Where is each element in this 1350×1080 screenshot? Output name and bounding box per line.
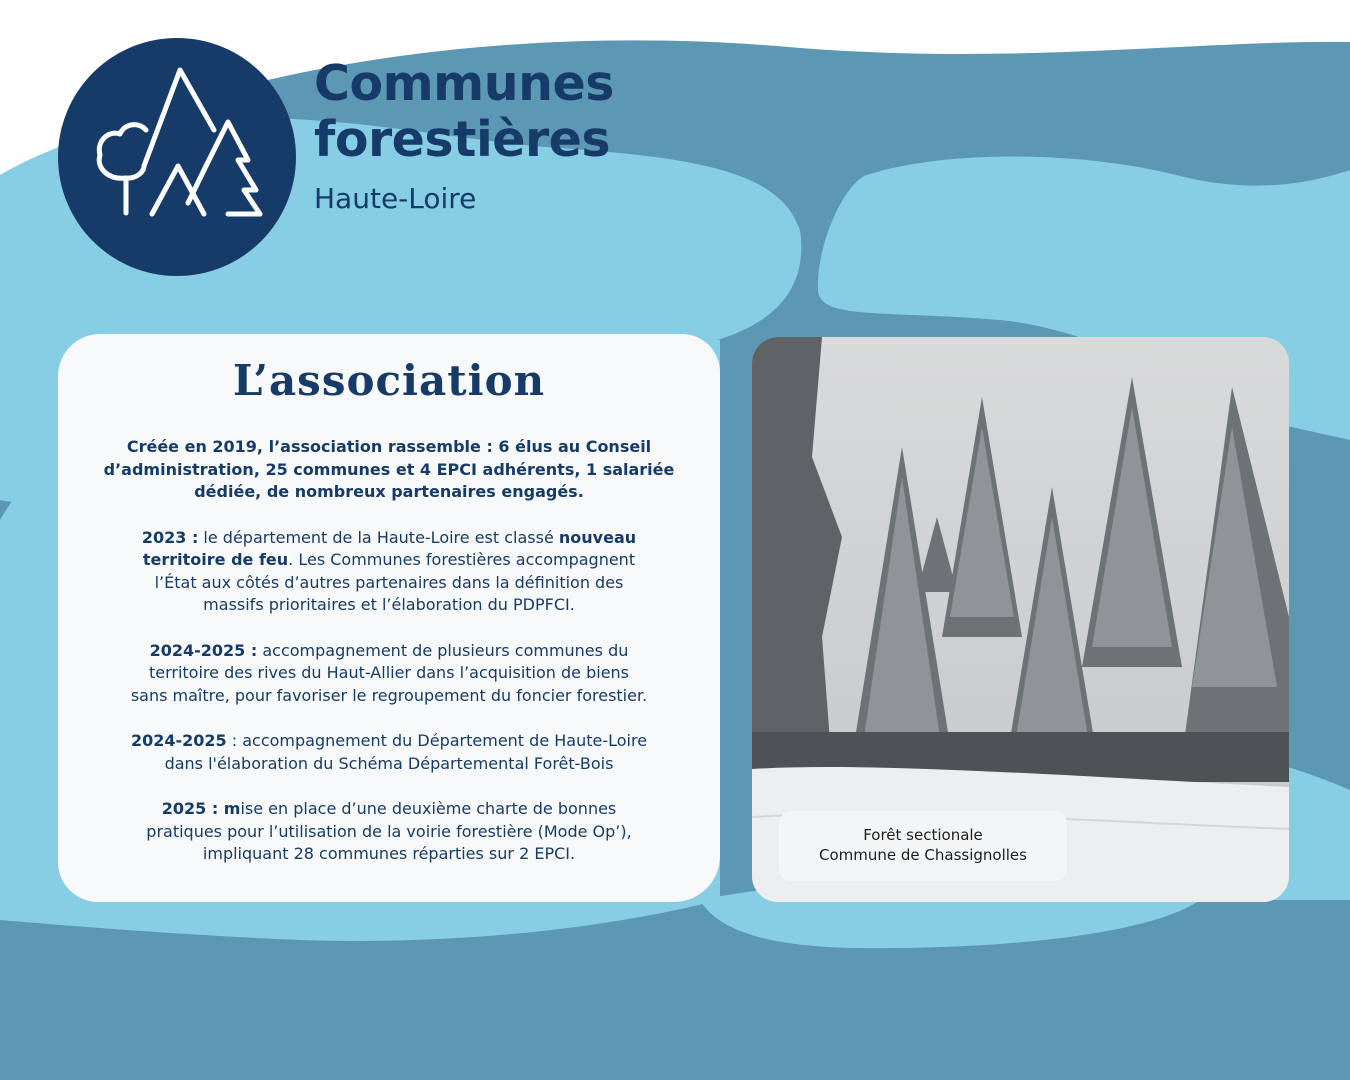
p2024b-line-2: dans l'élaboration du Schéma Départemental Forêt-Bois <box>164 753 614 773</box>
association-panel <box>58 334 720 902</box>
paragraph-intro <box>58 436 720 504</box>
snowy-forest-image <box>752 337 1289 902</box>
p2024a-text-1: accompagnement de plusieurs communes du <box>257 640 629 660</box>
p2023-line-2 <box>58 549 720 572</box>
intro-line-1: Créée en 2019, l’association rassemble : 6 élus au Conseil <box>126 437 652 456</box>
trees-icon <box>58 38 296 276</box>
paragraph-2024-2025-a <box>58 640 720 708</box>
section-title: L’association <box>232 356 546 405</box>
p2024a-year: 2024-2025 : <box>149 640 258 660</box>
p2023-bold-2: territoire de feu <box>142 550 289 569</box>
p2024b-year: 2024-2025 <box>130 731 227 750</box>
paragraph-2025 <box>58 798 720 866</box>
p2025-line-2: pratiques pour l’utilisation de la voirie forestière (Mode Op’), <box>146 821 632 841</box>
p2023-line-4: massifs prioritaires et l’élaboration du PDPFCI. <box>203 595 575 614</box>
brand-name-line1: Communes <box>314 55 614 112</box>
p2025-line-3: impliquant 28 communes réparties sur 2 EPCI. <box>202 844 576 863</box>
p2024a-line-3: sans maître, pour favoriser le regroupement du foncier forestier. <box>130 685 648 705</box>
p2023-bold-1: nouveau <box>558 527 637 547</box>
caption-line-1: Forêt sectionale <box>863 826 983 844</box>
brand-block <box>314 56 614 216</box>
p2023-line-1 <box>58 527 720 550</box>
p2025-text-1: ise en place d’une deuxième charte de bonnes <box>240 799 617 818</box>
p2023-line-3: l’État aux côtés d’autres partenaires dans la définition des <box>154 572 624 592</box>
p2025-line-1 <box>58 798 720 821</box>
intro-line-3: dédiée, de nombreux partenaires engagés. <box>194 482 584 501</box>
p2024b-line-1 <box>58 730 720 753</box>
p2025-year: 2025 : m <box>161 799 241 818</box>
p2024a-line-2: territoire des rives du Haut-Allier dans l’acquisition de biens <box>148 663 630 682</box>
brand-name-line2: forestières <box>314 111 611 168</box>
p2024b-text-1: : accompagnement du Département de Haute-Loire <box>226 731 648 750</box>
paragraph-2024-2025-b <box>58 730 720 775</box>
brand-region: Haute-Loire <box>314 182 477 215</box>
p2023-text-1: le département de la Haute-Loire est classé <box>198 527 559 547</box>
photo-caption <box>779 811 1067 881</box>
logo-badge <box>58 38 296 276</box>
p2023-text-2: . Les Communes forestières accompagnent <box>288 550 636 569</box>
caption-line-2: Commune de Chassignolles <box>819 846 1027 864</box>
p2023-year: 2023 : <box>141 527 199 547</box>
paragraph-2023 <box>58 527 720 617</box>
p2024a-line-1 <box>58 640 720 663</box>
intro-line-2: d’administration, 25 communes et 4 EPCI adhérents, 1 salariée <box>103 459 675 479</box>
